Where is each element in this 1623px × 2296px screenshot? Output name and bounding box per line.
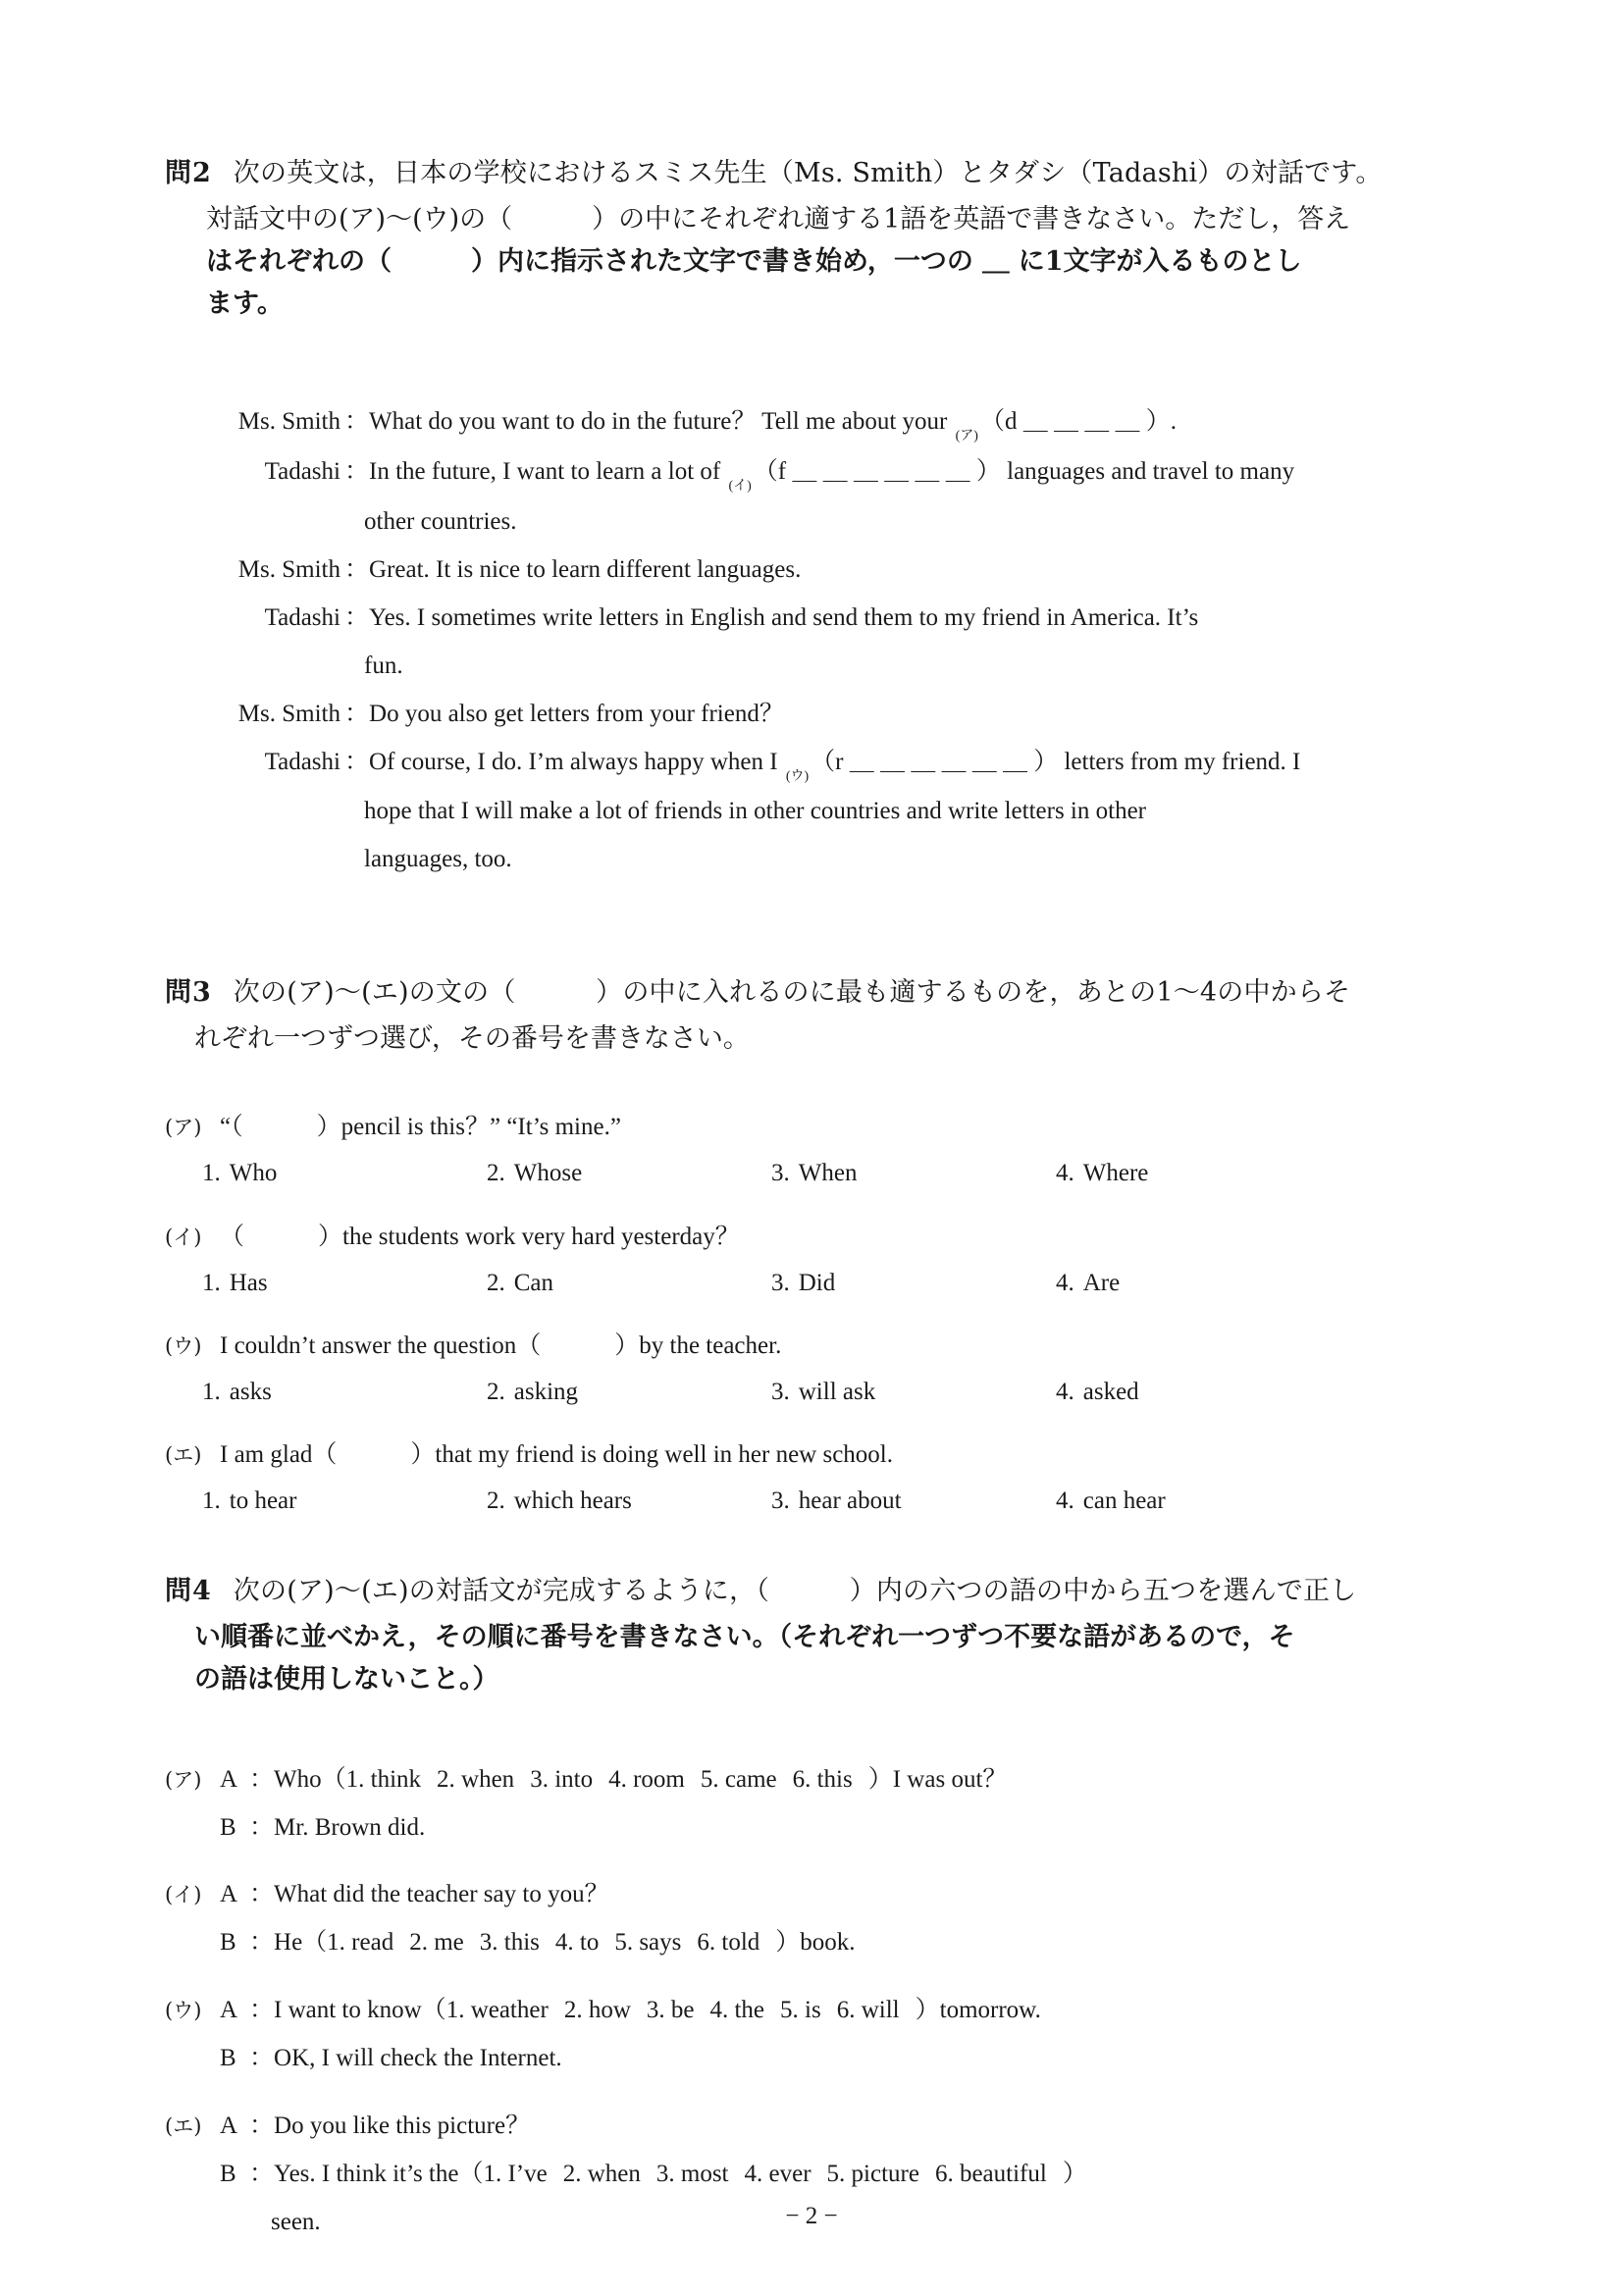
question-4-instruction-rest — [165, 1616, 1462, 1700]
choice-option[interactable] — [1056, 1160, 1340, 1187]
question-4-block — [165, 1570, 1462, 1700]
choice-number: 2. — [487, 1378, 505, 1405]
question-3-heading — [165, 971, 1462, 1015]
dialogue-speaker: Tadashi — [264, 603, 340, 631]
speaker-colon: ： — [249, 2160, 275, 2187]
question-4-label: 問4 — [165, 1576, 212, 1606]
dialogue-text-after: languages and travel to many — [1000, 457, 1295, 485]
page-number: − 2 − — [785, 2203, 838, 2229]
question-2-instruction-line: 次の英文は，日本の学校におけるスミス先生（Ms. Smith）とタダシ（Tadashi）の対話です。 — [233, 158, 1383, 188]
speaker-b-label: B — [220, 2160, 236, 2187]
dialogue-text: Great. It is nice to learn different languages. — [369, 555, 802, 583]
choice-label: hear about — [798, 1487, 902, 1514]
scramble-word[interactable]: 4. to — [554, 1928, 600, 1956]
question-4-item — [165, 1761, 1558, 1848]
question-2-instruction-line: はそれぞれの（ ）内に指示された文字で書き始め，一つの ＿ に1文字が入るものとし — [206, 245, 1302, 277]
speaker-colon: ： — [249, 2044, 275, 2071]
dialogue-text-after: . — [1170, 408, 1177, 435]
question-3-label: 問3 — [165, 977, 212, 1008]
dialogue-speaker: Ms. Smith — [237, 555, 340, 583]
question-3-instruction-rest — [165, 1018, 1462, 1060]
speaker-a-label: A — [220, 1881, 238, 1907]
choice-label: Are — [1082, 1269, 1121, 1296]
choice-number: 4. — [1056, 1159, 1074, 1186]
choice-option[interactable] — [202, 1270, 487, 1297]
choice-number: 3. — [771, 1378, 790, 1405]
question-2-instruction-line: 対話文中の(ア)〜(ウ)の（ ）の中にそれぞれ適する1語を英語で書きなさい。ただし，答え — [206, 203, 1351, 235]
item-marker: (ア) — [165, 1116, 202, 1139]
scramble-word[interactable]: 2. when — [437, 1766, 515, 1793]
choice-option[interactable] — [202, 1379, 487, 1406]
item-marker: (エ) — [165, 1443, 202, 1467]
speaker-b-label: B — [220, 1813, 236, 1841]
scramble-prefix: He（ — [274, 1928, 328, 1956]
choice-label: Who — [229, 1159, 278, 1186]
dialogue-text: Yes. I sometimes write letters in English and send them to my friend in America. It’s — [369, 603, 1199, 631]
scramble-word[interactable]: 6. this — [792, 1766, 853, 1793]
scramble-word[interactable]: 2. when — [562, 2160, 641, 2187]
choice-option[interactable] — [1056, 1487, 1340, 1515]
dialogue-continuation: fun. — [364, 652, 403, 679]
scramble-word[interactable]: 6. will — [836, 1997, 900, 2023]
scramble-word[interactable]: 6. told — [697, 1928, 760, 1956]
dialogue-line — [191, 743, 1457, 879]
answer-blank[interactable]: （r ＿ ＿ ＿ ＿ ＿ ＿ ） — [811, 748, 1059, 775]
dialogue-continuation: other countries. — [364, 507, 517, 535]
scramble-word[interactable]: 3. be — [646, 1997, 695, 2023]
choice-list — [165, 1160, 1539, 1187]
item-stem-text: I am glad（ ）that my friend is doing well in her new school. — [220, 1441, 893, 1468]
scramble-word[interactable]: 1. read — [327, 1928, 394, 1956]
item-marker: (エ) — [165, 2114, 202, 2138]
item-marker: (ウ) — [165, 1999, 202, 2022]
dialogue-text-before: Of course, I do. I’m always happy when I — [369, 748, 784, 775]
choice-option[interactable] — [1056, 1379, 1340, 1406]
scramble-word[interactable]: 6. beautiful — [934, 2160, 1047, 2187]
choice-label: Can — [513, 1269, 554, 1296]
choice-label: Whose — [513, 1159, 583, 1186]
dialogue-speaker: Tadashi — [264, 457, 340, 485]
scramble-word[interactable]: 1. think — [345, 1766, 422, 1793]
choice-option[interactable] — [1056, 1270, 1340, 1297]
choice-number: 4. — [1056, 1269, 1074, 1296]
question-2-instruction-rest — [165, 198, 1462, 326]
scramble-word[interactable]: 4. room — [608, 1766, 685, 1793]
question-3-item — [165, 1436, 1539, 1515]
scramble-word[interactable]: 5. came — [700, 1766, 777, 1793]
choice-option[interactable] — [487, 1487, 771, 1515]
answer-blank[interactable]: （d ＿ ＿ ＿ ＿ ） — [979, 408, 1171, 435]
scramble-word[interactable]: 3. most — [655, 2160, 729, 2187]
speaker-colon: ： — [249, 1997, 275, 2023]
choice-option[interactable] — [771, 1487, 1056, 1515]
scramble-prefix: Yes. I think it’s the（ — [274, 2160, 484, 2187]
dialogue-speaker: Ms. Smith — [237, 408, 340, 435]
question-3-item — [165, 1328, 1539, 1406]
dialogue-continuation: languages, too. — [364, 846, 512, 873]
choice-option[interactable] — [771, 1160, 1056, 1187]
scramble-word[interactable]: 2. me — [409, 1928, 464, 1956]
question-2-dialogue — [191, 402, 1457, 881]
choice-list — [165, 1379, 1539, 1406]
choice-option[interactable] — [771, 1270, 1056, 1297]
choice-label: which hears — [513, 1487, 632, 1514]
dialogue-speaker: Ms. Smith — [237, 700, 340, 727]
choice-list — [165, 1487, 1539, 1515]
choice-list — [165, 1270, 1539, 1297]
choice-number: 2. — [487, 1487, 505, 1514]
scramble-prefix: I want to know（ — [274, 1997, 446, 2023]
choice-option[interactable] — [487, 1160, 771, 1187]
question-2-instruction — [234, 152, 1462, 194]
choice-number: 3. — [771, 1269, 790, 1296]
scramble-suffix: ）tomorrow. — [915, 1997, 1041, 2023]
dialogue-colon: ： — [344, 700, 370, 727]
scramble-prefix: Who（ — [274, 1766, 346, 1793]
scramble-word[interactable]: 5. says — [614, 1928, 682, 1956]
scramble-word[interactable]: 4. ever — [744, 2160, 812, 2187]
question-2-instruction-line: ます。 — [206, 288, 284, 320]
reply-text: Mr. Brown did. — [274, 1813, 426, 1841]
choice-label: will ask — [798, 1378, 876, 1405]
question-4-heading — [165, 1570, 1462, 1613]
choice-option[interactable] — [487, 1379, 771, 1406]
choice-number: 3. — [771, 1159, 790, 1186]
choice-number: 1. — [202, 1378, 221, 1405]
choice-option[interactable] — [771, 1379, 1056, 1406]
dialogue-line — [191, 550, 1457, 589]
dialogue-line — [191, 599, 1457, 685]
item-stem-text: “（ ）pencil is this？” “It’s mine.” — [220, 1114, 621, 1140]
speaker-b-label: B — [220, 1928, 236, 1956]
scramble-word[interactable]: 5. picture — [826, 2160, 919, 2187]
dialogue-text-before: In the future, I want to learn a lot of — [369, 457, 727, 485]
question-2-label: 問2 — [165, 158, 212, 188]
question-4-item — [165, 1992, 1558, 2078]
scramble-continuation: seen. — [271, 2208, 321, 2235]
dialogue-line — [191, 695, 1457, 733]
scramble-line — [274, 1992, 1558, 2030]
dialogue-speaker: Tadashi — [264, 748, 340, 775]
choice-number: 1. — [202, 1487, 221, 1514]
question-2-heading — [165, 152, 1462, 195]
choice-number: 2. — [487, 1269, 505, 1296]
scramble-word[interactable]: 3. this — [479, 1928, 540, 1956]
question-3-item — [165, 1219, 1539, 1297]
speaker-b-label: B — [220, 2044, 236, 2071]
question-3-instruction — [234, 971, 1462, 1014]
prompt-text: What did the teacher say to you？ — [274, 1881, 609, 1907]
question-2-block — [165, 152, 1462, 325]
blank-marker: (ウ) — [785, 768, 810, 784]
item-marker: (ウ) — [165, 1334, 202, 1358]
question-4-instruction-line: の語は使用しないこと。） — [194, 1663, 499, 1695]
scramble-word[interactable]: 4. the — [709, 1997, 765, 2023]
dialogue-colon: ： — [344, 457, 370, 485]
choice-option[interactable] — [487, 1270, 771, 1297]
choice-label: Did — [798, 1269, 836, 1296]
choice-option[interactable] — [202, 1160, 487, 1187]
choice-number: 2. — [487, 1159, 505, 1186]
choice-label: asks — [229, 1378, 272, 1405]
dialogue-colon: ： — [344, 603, 370, 631]
item-marker: (ア) — [165, 1768, 202, 1792]
speaker-colon: ： — [249, 1813, 275, 1841]
speaker-colon: ： — [249, 2113, 275, 2139]
dialogue-text-after: letters from my friend. I — [1058, 748, 1301, 775]
speaker-a-label: A — [220, 2113, 238, 2139]
question-4-instruction — [234, 1570, 1462, 1612]
speaker-a-label: A — [220, 1997, 238, 2023]
choice-number: 4. — [1056, 1378, 1074, 1405]
scramble-line — [274, 1761, 1558, 1800]
question-4-instruction-line: 次の(ア)〜(エ)の対話文が完成するように，（ ）内の六つの語の中から五つを選んで正し — [233, 1576, 1357, 1606]
question-3-instruction-line: れぞれ一つずつ選び，その番号を書きなさい。 — [194, 1022, 750, 1054]
blank-marker: (ア) — [955, 429, 978, 444]
scramble-suffix: ）I was out？ — [867, 1766, 1008, 1793]
speaker-colon: ： — [249, 1928, 275, 1956]
dialogue-text — [369, 452, 1457, 493]
dialogue-continuation: hope that I will make a lot of friends in other countries and write letters in other — [364, 798, 1146, 825]
reply-text: OK, I will check the Internet. — [274, 2044, 562, 2071]
question-3-item — [165, 1109, 1539, 1187]
choice-number: 1. — [202, 1269, 221, 1296]
prompt-text: Do you like this picture？ — [274, 2113, 531, 2139]
scramble-word[interactable]: 1. I’ve — [483, 2160, 548, 2187]
scramble-word[interactable]: 5. is — [780, 1997, 821, 2023]
dialogue-text: Do you also get letters from your friend？ — [369, 700, 784, 727]
dialogue-colon: ： — [344, 555, 370, 583]
speaker-a-label: A — [220, 1766, 238, 1793]
choice-number: 3. — [771, 1487, 790, 1514]
item-stem-text: I couldn’t answer the question（ ）by the teacher. — [220, 1332, 782, 1359]
dialogue-text — [369, 743, 1457, 783]
scramble-word[interactable]: 3. into — [530, 1766, 594, 1793]
dialogue-line — [191, 402, 1457, 443]
speaker-colon: ： — [249, 1766, 275, 1793]
speaker-colon: ： — [249, 1881, 275, 1907]
choice-number: 4. — [1056, 1487, 1074, 1514]
dialogue-colon: ： — [344, 748, 370, 775]
choice-option[interactable] — [202, 1487, 487, 1515]
scramble-line — [274, 1924, 1558, 1962]
choice-label: Where — [1082, 1159, 1149, 1186]
scramble-word[interactable]: 1. weather — [445, 1997, 549, 2023]
item-marker: (イ) — [165, 1226, 202, 1249]
scramble-line — [274, 2156, 1558, 2194]
scramble-word[interactable]: 2. how — [563, 1997, 631, 2023]
choice-number: 1. — [202, 1159, 221, 1186]
choice-label: asked — [1082, 1378, 1139, 1405]
choice-label: When — [798, 1159, 858, 1186]
item-marker: (イ) — [165, 1883, 202, 1906]
question-4-instruction-line: い順番に並べかえ，その順に番号を書きなさい。（それぞれ一つずつ不要な語があるので，そ — [194, 1621, 1295, 1652]
dialogue-colon: ： — [344, 408, 370, 435]
question-4-item — [165, 1876, 1558, 1962]
scramble-suffix: ） — [1062, 2160, 1087, 2187]
choice-label: can hear — [1082, 1487, 1166, 1514]
question-3-block — [165, 971, 1462, 1060]
choice-label: asking — [513, 1378, 579, 1405]
dialogue-text-before: What do you want to do in the future？ Tell me about your — [369, 408, 954, 435]
answer-blank[interactable]: （f ＿ ＿ ＿ ＿ ＿ ＿ ） — [753, 457, 1001, 485]
choice-label: to hear — [229, 1487, 297, 1514]
dialogue-text — [369, 402, 1457, 443]
dialogue-line — [191, 452, 1457, 541]
blank-marker: (イ) — [728, 478, 752, 494]
item-stem-text: （ ）the students work very hard yesterday？ — [220, 1224, 740, 1250]
choice-label: Has — [229, 1269, 268, 1296]
scramble-suffix: ）book. — [775, 1928, 856, 1956]
question-3-instruction-line: 次の(ア)〜(エ)の文の（ ）の中に入れるのに最も適するものを，あとの1〜4の中からそ — [233, 977, 1351, 1008]
